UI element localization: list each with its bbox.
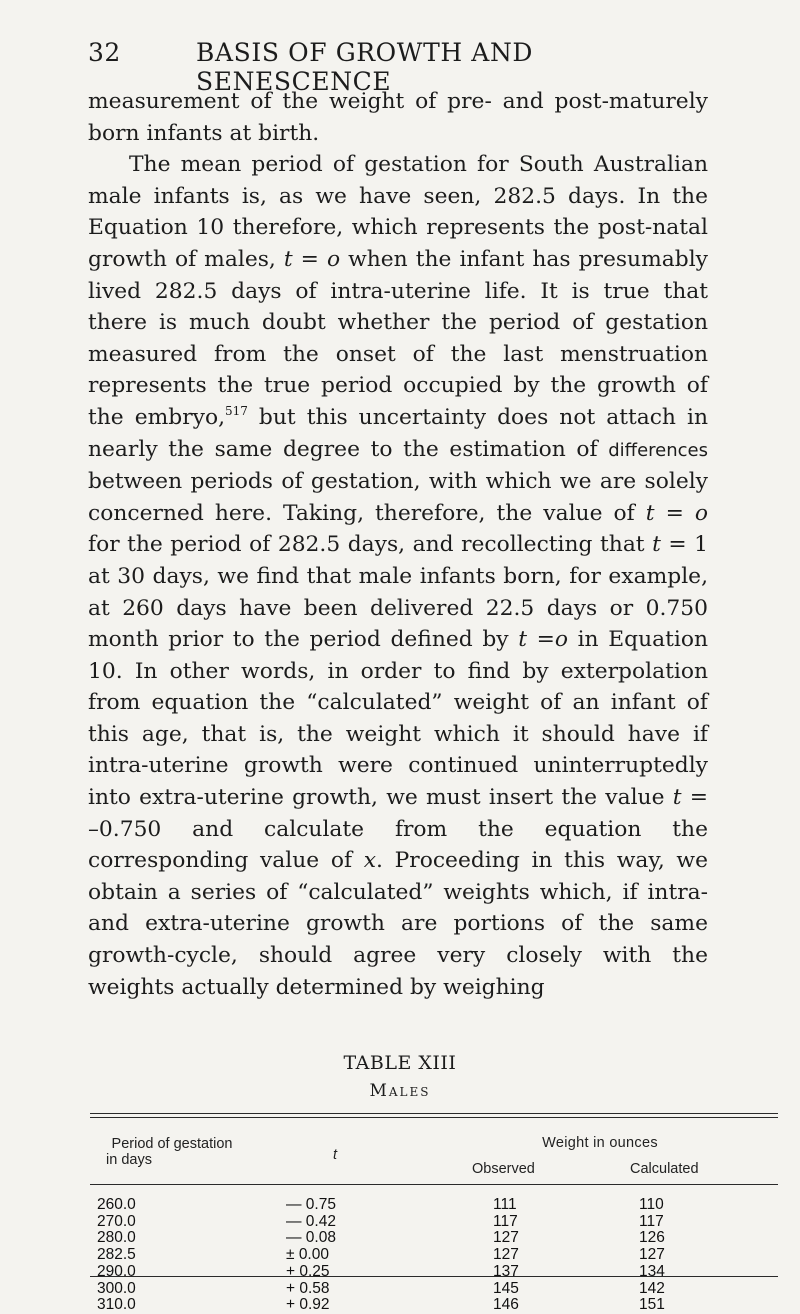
cell-period: 280.0 xyxy=(97,1229,136,1247)
text-run: = –0.750 xyxy=(88,785,708,842)
text-run: = 1 xyxy=(660,532,708,558)
cell-observed: 146 xyxy=(493,1296,519,1314)
variable-t: t xyxy=(645,500,655,526)
variable-t: t xyxy=(672,785,682,811)
variable-t: t xyxy=(652,532,661,558)
cell-calculated: 126 xyxy=(639,1229,665,1247)
paragraph-2 xyxy=(88,149,708,1003)
cell-t: — 0.08 xyxy=(286,1229,336,1247)
text-run: . Proceeding in this way, we obtain a series of “calculated” weights which, if intra- and extra-uterine growth are portions of the same growth-cycle, should agree very closely with the weights actually determined by weighing xyxy=(88,848,708,1000)
table-header-rule xyxy=(90,1184,778,1185)
cell-t: + 0.25 xyxy=(286,1262,330,1280)
cell-t: ± 0.00 xyxy=(286,1246,329,1264)
variable-x: x xyxy=(363,848,377,874)
running-title: BASIS OF GROWTH AND SENESCENCE xyxy=(196,38,534,96)
cell-calculated: 134 xyxy=(639,1262,665,1280)
text-run: The mean period of gestation for South Australian male infants is, as we have seen, 282.5 days. In the Equation 10 therefore, which represents the post-natal growth of males, xyxy=(88,152,708,272)
table-top-rule xyxy=(90,1113,778,1114)
variable-t: t xyxy=(518,627,527,653)
cell-t: — 0.75 xyxy=(286,1196,336,1213)
cell-calculated: 142 xyxy=(639,1279,665,1297)
cell-observed: 145 xyxy=(493,1279,519,1297)
cell-period: 282.5 xyxy=(97,1246,136,1264)
text-run: between periods of gestation, with which we are solely concerned here. Taking, therefore, the value of xyxy=(88,469,708,526)
cell-observed: 127 xyxy=(493,1229,519,1247)
cell-observed: 127 xyxy=(493,1246,519,1264)
cell-t: + 0.58 xyxy=(286,1279,330,1297)
table-bottom-rule xyxy=(90,1276,778,1277)
variable-t: t xyxy=(283,246,293,272)
text-run: for the period of 282.5 days, and recollecting that xyxy=(88,532,653,558)
text-run: = xyxy=(292,246,327,272)
cell-calculated: 127 xyxy=(639,1246,665,1264)
variable-o: o xyxy=(554,627,568,653)
cell-period: 300.0 xyxy=(97,1279,136,1297)
cell-period: 270.0 xyxy=(97,1212,136,1230)
header-period-line2: in days xyxy=(106,1152,152,1168)
body-text xyxy=(88,86,708,1003)
text-run: when the infant has presumably lived 282.5 days of intra-uterine life. It is true that there is much doubt whether the period of gestation measured from the onset of the last menstruation represents the true period occupied by the growth of the embryo, xyxy=(88,246,708,430)
text-run: but this uncertainty does not attach in nearly the same degree to the estimation of xyxy=(88,404,708,462)
footnote-reference: 517 xyxy=(225,403,248,418)
cell-observed: 117 xyxy=(493,1212,518,1230)
table-subtitle: Males xyxy=(369,1081,431,1101)
text-run: = xyxy=(526,627,555,653)
table-top-rule-2 xyxy=(90,1117,778,1118)
header-calculated: Calculated xyxy=(630,1161,699,1177)
paragraph-1: measurement of the weight of pre- and post-maturely born infants at birth. xyxy=(88,89,708,146)
header-observed: Observed xyxy=(472,1161,535,1177)
header-t: t xyxy=(333,1147,338,1163)
text-run: and calculate from the equation the corresponding value of xyxy=(88,816,708,874)
text-run: = xyxy=(654,500,695,526)
header-period xyxy=(92,1136,252,1168)
variable-o: o xyxy=(694,500,709,526)
cell-observed: 137 xyxy=(493,1262,519,1280)
header-period-line1: Period of gestation xyxy=(111,1136,233,1152)
cell-period: 290.0 xyxy=(97,1262,136,1280)
table-title: TABLE XIII xyxy=(343,1052,457,1074)
cell-period: 260.0 xyxy=(97,1196,136,1213)
cell-calculated: 110 xyxy=(639,1196,664,1213)
cell-t: — 0.42 xyxy=(286,1212,336,1230)
cell-period: 310.0 xyxy=(97,1296,136,1314)
cell-calculated: 151 xyxy=(639,1296,665,1314)
variable-o: o xyxy=(326,246,341,272)
cell-observed: 111 xyxy=(493,1196,517,1213)
text-run: in Equation 10. In other words, in order to find by exterpolation from equation the “calculated” weight of an infant of this age, that is, the weight which it should have if intra-uterine growth were continued uninterruptedly into extra-uterine growth, we must insert the value xyxy=(88,627,708,811)
header-weight: Weight in ounces xyxy=(542,1135,658,1151)
text-run: at 30 days, we find that male infants born, for example, at 260 days have been delivered 22.5 days or 0.750 month prior to the period defined by xyxy=(88,563,708,653)
emphasis-differences: differences xyxy=(608,439,708,461)
page-number: 32 xyxy=(88,38,121,67)
cell-calculated: 117 xyxy=(639,1212,664,1230)
cell-t: + 0.92 xyxy=(286,1296,330,1314)
